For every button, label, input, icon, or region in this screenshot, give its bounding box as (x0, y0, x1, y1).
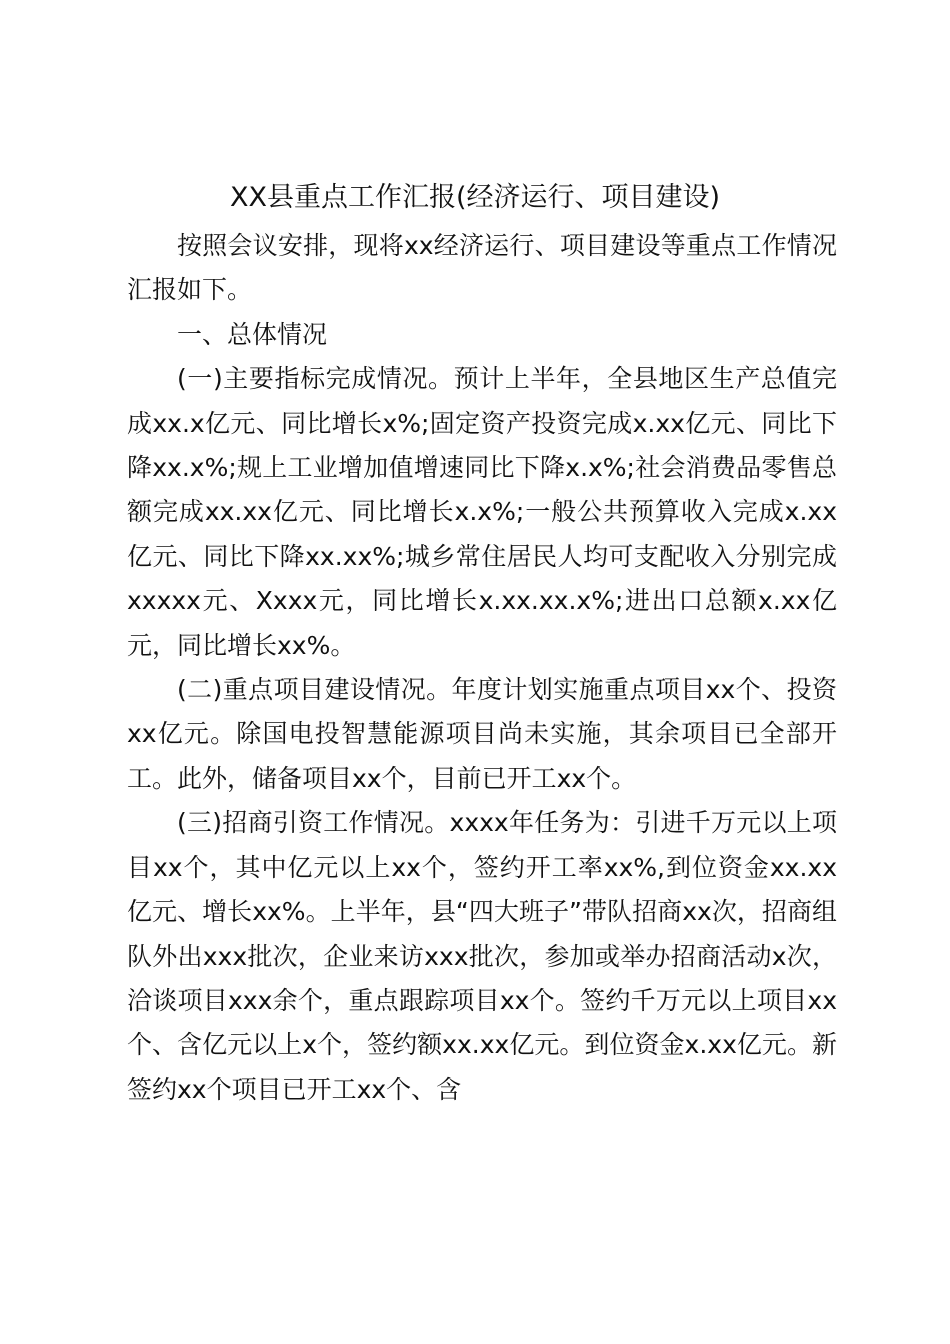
paragraph-investment-promotion: (三)招商引资工作情况。xxxx年任务为：引进千万元以上项目xx个，其中亿元以上xx个，签约开工率xx%,到位资金xx.xx亿元、增长xx%。上半年，县“四大班子”带队招商xx次，招商组队外出xxx批次，企业来访xxx批次，参加或举办招商活动x次，洽谈项目xxx余个，重点跟踪项目xx个。签约千万元以上项目xx个、含亿元以上x个，签约额xx.xx亿元。到位资金x.xx亿元。新签约xx个项目已开工xx个、含 (127, 808, 837, 1104)
paragraph-main-indicators: (一)主要指标完成情况。预计上半年，全县地区生产总值完成xx.x亿元、同比增长x%;固定资产投资完成x.xx亿元、同比下降xx.x%;规上工业增加值增速同比下降x.x%;社会消费品零售总额完成xx.xx亿元、同比增长x.x%;一般公共预算收入完成x.xx亿元、同比下降xx.xx%;城乡常住居民人均可支配收入分别完成xxxxx元、Xxxx元，同比增长x.xx.xx.x%;进出口总额x.xx亿元，同比增长xx%。 (127, 364, 837, 660)
section-heading-overview: 一、总体情况 (177, 319, 328, 349)
document-title: XX县重点工作汇报(经济运行、项目建设) (229, 182, 721, 213)
paragraph-key-projects: (二)重点项目建设情况。年度计划实施重点项目xx个、投资xx亿元。除国电投智慧能源项目尚未实施，其余项目已全部开工。此外，储备项目xx个，目前已开工xx个。 (127, 675, 837, 793)
document-body (127, 224, 837, 1112)
intro-paragraph: 按照会议安排，现将xx经济运行、项目建设等重点工作情况汇报如下。 (127, 231, 837, 305)
